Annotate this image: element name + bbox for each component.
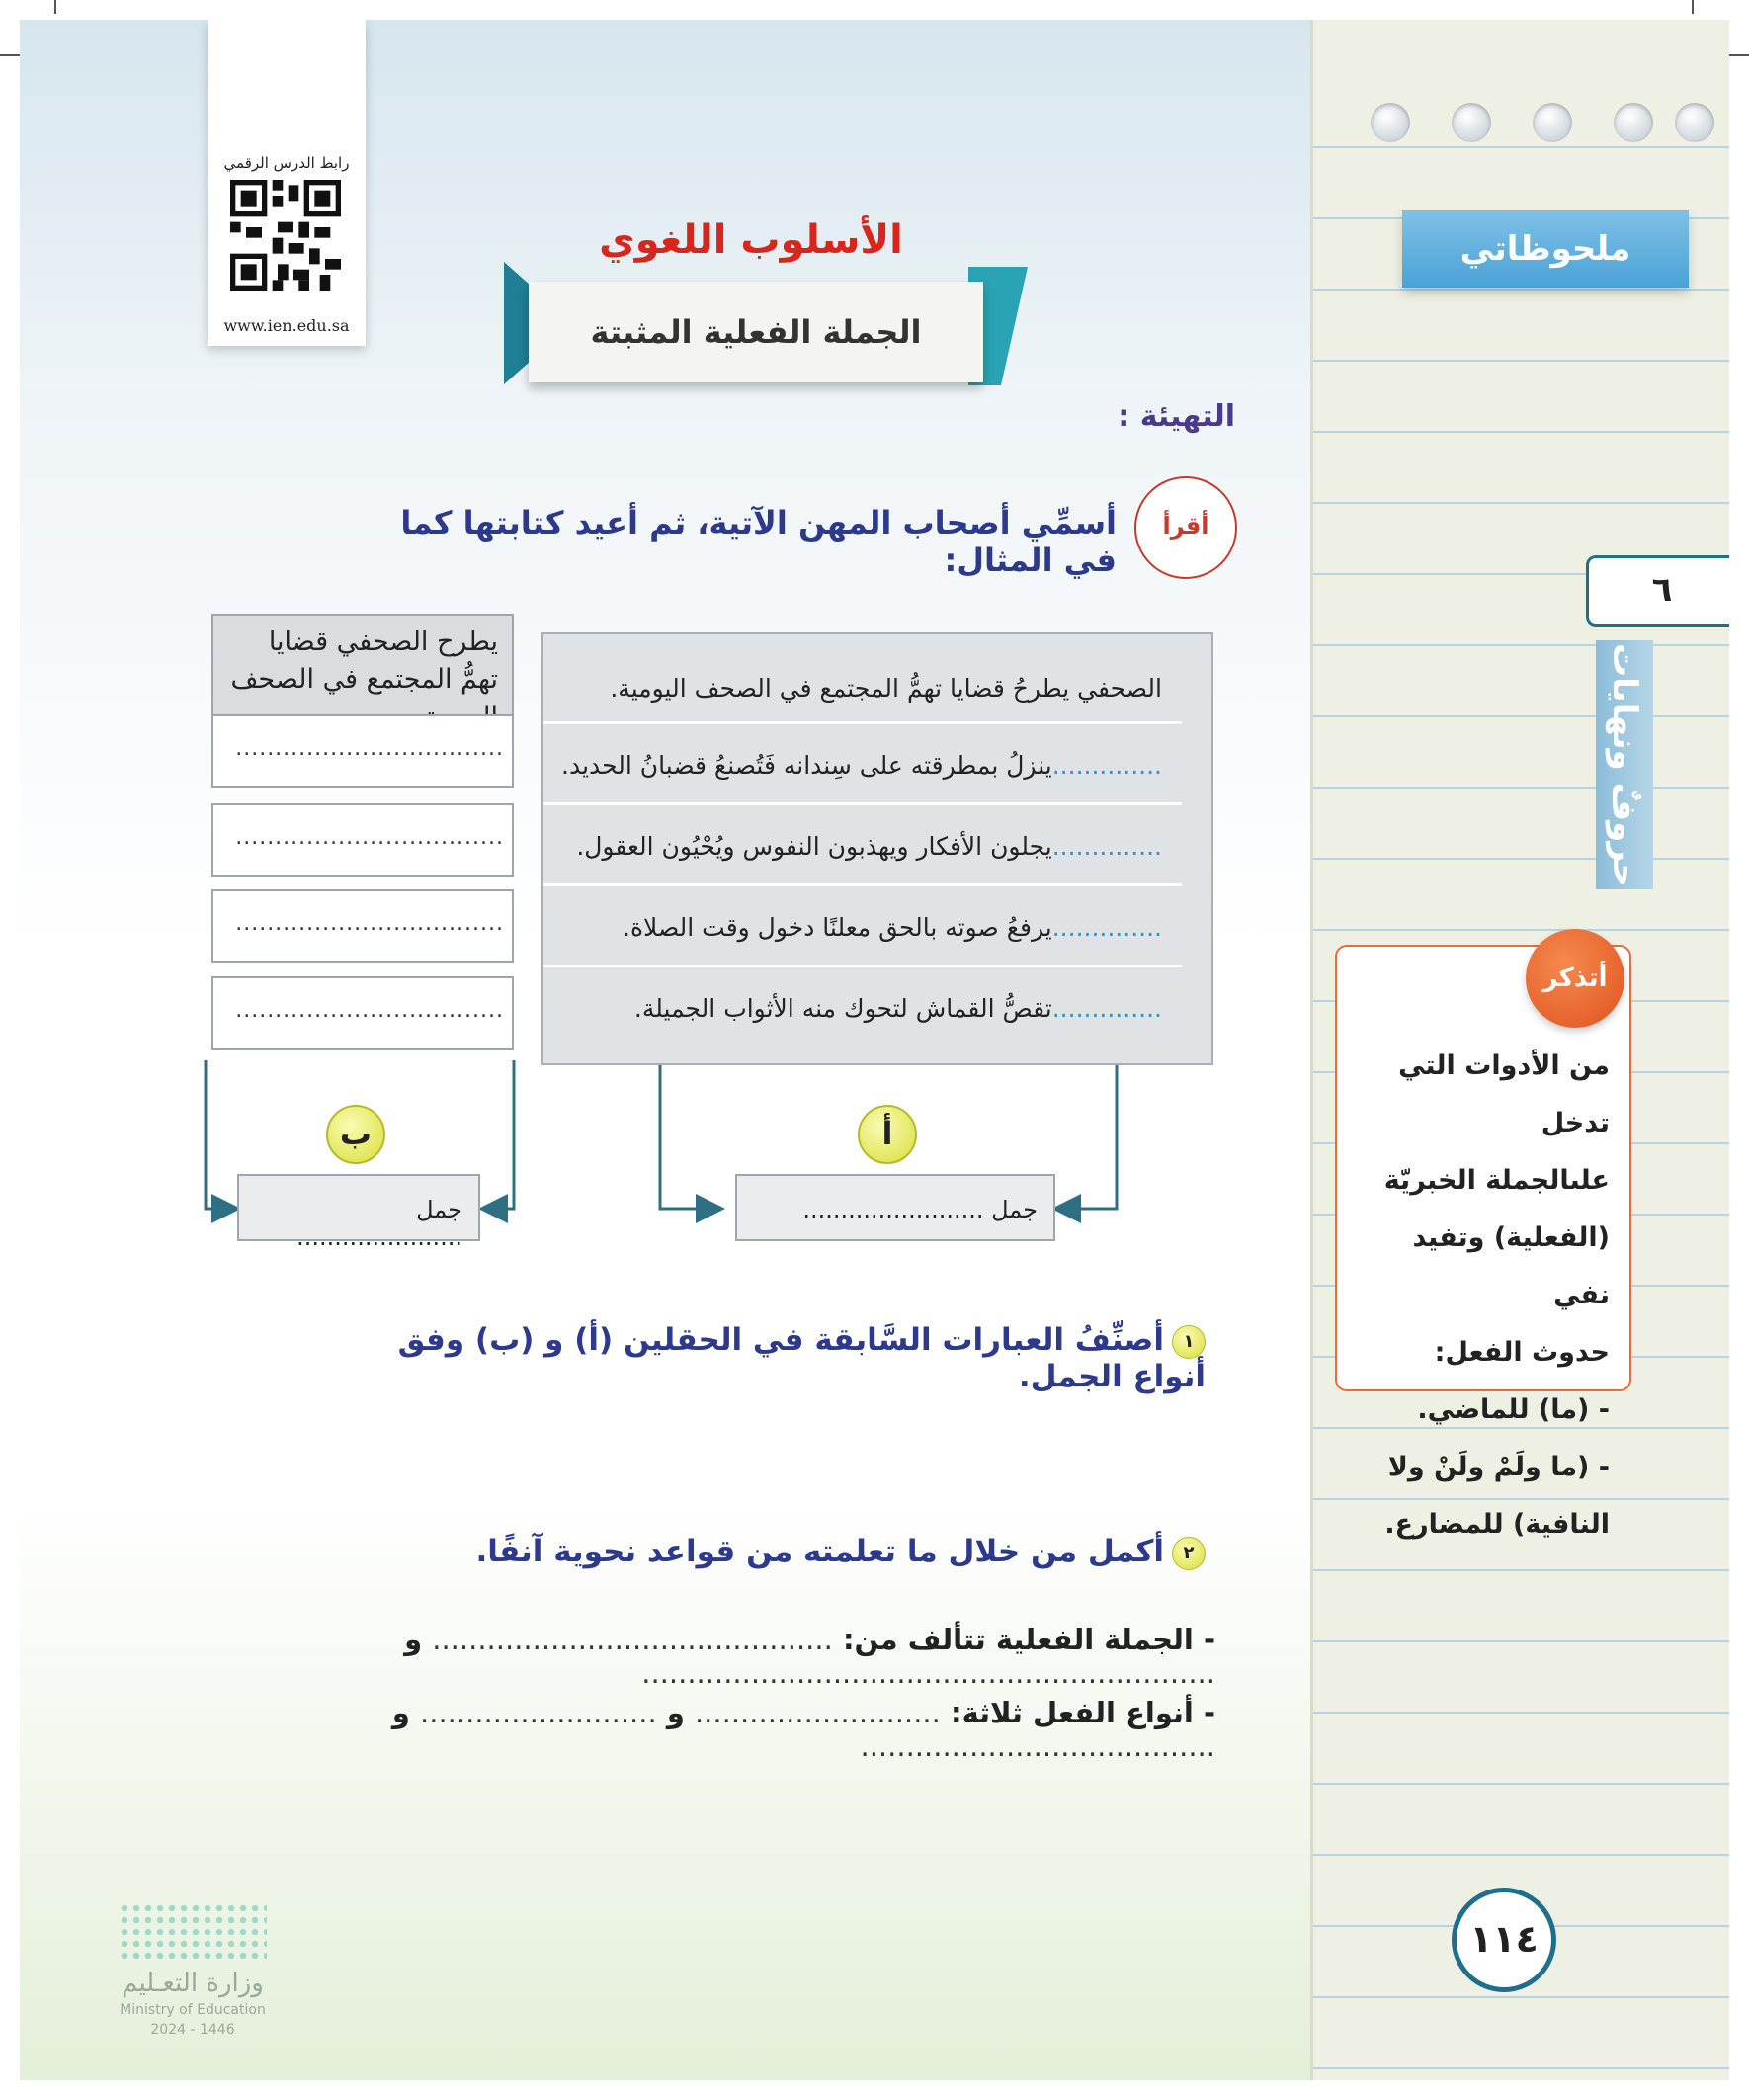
result-a-label: جمل — [991, 1196, 1038, 1223]
sentence-a2-text: ينزلُ بمطرقته على سِندانه فَتُصنعُ قضبانُ الحديد. — [561, 751, 1052, 780]
unit-tab[interactable]: حروفٌ ونهايات — [1596, 640, 1653, 889]
question-2 — [415, 1534, 1206, 1570]
remember-line: من الأدوات التي تدخل — [1398, 1050, 1610, 1138]
fill-line-1-blank-2[interactable]: ............................................................... — [641, 1656, 1215, 1690]
answer-blank-b2[interactable]: .................................. — [211, 803, 514, 877]
question-2-text: أكمل من خلال ما تعلمته من قواعد نحوية آنفًا. — [475, 1534, 1164, 1569]
fill-line-2-label: - أنواع الفعل ثلاثة: — [950, 1696, 1215, 1729]
remember-line: حدوث الفعل: — [1434, 1337, 1610, 1368]
fill-line-2 — [198, 1696, 1215, 1763]
page-number: ١١٤ — [1452, 1888, 1556, 1992]
answer-blank-b4[interactable]: .................................. — [211, 976, 514, 1050]
remember-line: النافية) للمضارع. — [1384, 1509, 1610, 1540]
result-b[interactable] — [237, 1174, 480, 1251]
fill-line-2-blank-3[interactable]: ....................................... — [860, 1729, 1215, 1763]
answer-blank-b3[interactable]: .................................. — [211, 889, 514, 963]
binder-hole — [1675, 103, 1714, 142]
warmup-instruction: أسمِّي أصحاب المهن الآتية، ثم أعيد كتابتها كما في المثال: — [400, 504, 1117, 579]
fill-line-1-blank-1[interactable]: ............................................ — [432, 1623, 833, 1656]
sentence-a5-blank[interactable]: .............. — [1051, 994, 1162, 1023]
fill-line-1 — [198, 1623, 1215, 1690]
binder-hole — [1452, 103, 1491, 142]
sentence-a4-text: يرفعُ صوته بالحق معلنًا دخول وقت الصلاة. — [623, 913, 1052, 942]
sentence-a3-blank[interactable]: .............. — [1051, 832, 1162, 861]
read-icon: أقرأ — [1134, 476, 1237, 579]
binder-hole — [1614, 103, 1653, 142]
sentence-a3-text: يجلون الأفكار ويهذبون النفوس ويُحْيُون العقول. — [576, 832, 1052, 861]
fill-line-1-label: - الجملة الفعلية تتألف من: — [842, 1623, 1215, 1656]
remember-line: (الفعلية) وتفيد نفي — [1412, 1222, 1610, 1310]
question-1-number: ١ — [1172, 1325, 1206, 1359]
qr-url[interactable]: www.ien.edu.sa — [223, 316, 350, 335]
question-2-number: ٢ — [1172, 1537, 1206, 1570]
binder-hole — [1533, 103, 1572, 142]
ministry-logo-icon — [119, 1902, 267, 1962]
question-1 — [316, 1322, 1206, 1394]
example-sentence-b: يطرح الصحفي قضايا تهمُّ المجتمع في الصحف — [211, 614, 514, 722]
sentence-a1-text: الصحفي يطرحُ قضايا تهمُّ المجتمع في الصحف اليومية. — [610, 674, 1162, 703]
fill-line-2-conj-2: و — [391, 1696, 410, 1729]
remember-line: - (ما) للماضي. — [1417, 1394, 1610, 1425]
remember-line: - (ما ولَمْ ولَنْ ولا — [1387, 1452, 1610, 1482]
answer-blank-b1[interactable]: .................................. — [211, 714, 514, 788]
qr-label: رابط الدرس الرقمي — [223, 154, 350, 172]
ministry-name-ar: وزارة التعـليم — [122, 1969, 264, 1998]
remember-badge: أتذكر — [1526, 929, 1624, 1028]
notes-title: ملحوظاتي — [1402, 210, 1689, 288]
sentence-a4-blank[interactable]: .............. — [1051, 913, 1162, 942]
binder-hole — [1371, 103, 1410, 142]
question-1-text: أصنِّفُ العبارات السَّابقة في الحقلين (أ) و (ب) وفق أنواع الجمل. — [397, 1322, 1206, 1394]
ministry-name-en: Ministry of Education — [120, 2002, 266, 2018]
connector-arrows — [20, 20, 1304, 1304]
field-a-badge: أ — [858, 1105, 917, 1164]
result-a-blank[interactable]: ........................ — [802, 1196, 984, 1223]
field-b-badge: ب — [326, 1105, 385, 1164]
unit-number: ٦ — [1586, 555, 1729, 627]
notes-column — [1310, 20, 1729, 2080]
lesson-title: الأسلوب اللغوي — [599, 217, 903, 263]
sentence-a2-blank[interactable]: .............. — [1051, 751, 1162, 780]
sentence-a5-text: تقصُّ القماش لتحوك منه الأثواب الجميلة. — [633, 994, 1052, 1023]
fill-line-1-conj: و — [404, 1623, 423, 1656]
remember-line: علىالجملة الخبريّة — [1383, 1165, 1610, 1196]
fill-line-2-blank-2[interactable]: .......................... — [420, 1696, 657, 1729]
result-a[interactable] — [735, 1174, 1055, 1241]
result-b-blank[interactable]: ...................... — [296, 1223, 462, 1251]
result-b-label: جمل — [416, 1196, 462, 1223]
lesson-subtitle: الجملة الفعلية المثبتة — [529, 282, 983, 382]
fill-line-2-conj-1: و — [666, 1696, 685, 1729]
textbook-page — [20, 20, 1729, 2080]
warmup-label: التهيئة : — [1118, 399, 1235, 434]
edition-year: 2024 - 1446 — [150, 2022, 235, 2038]
remember-text — [1353, 1038, 1610, 1554]
fill-line-2-blank-1[interactable]: ........................... — [694, 1696, 941, 1729]
